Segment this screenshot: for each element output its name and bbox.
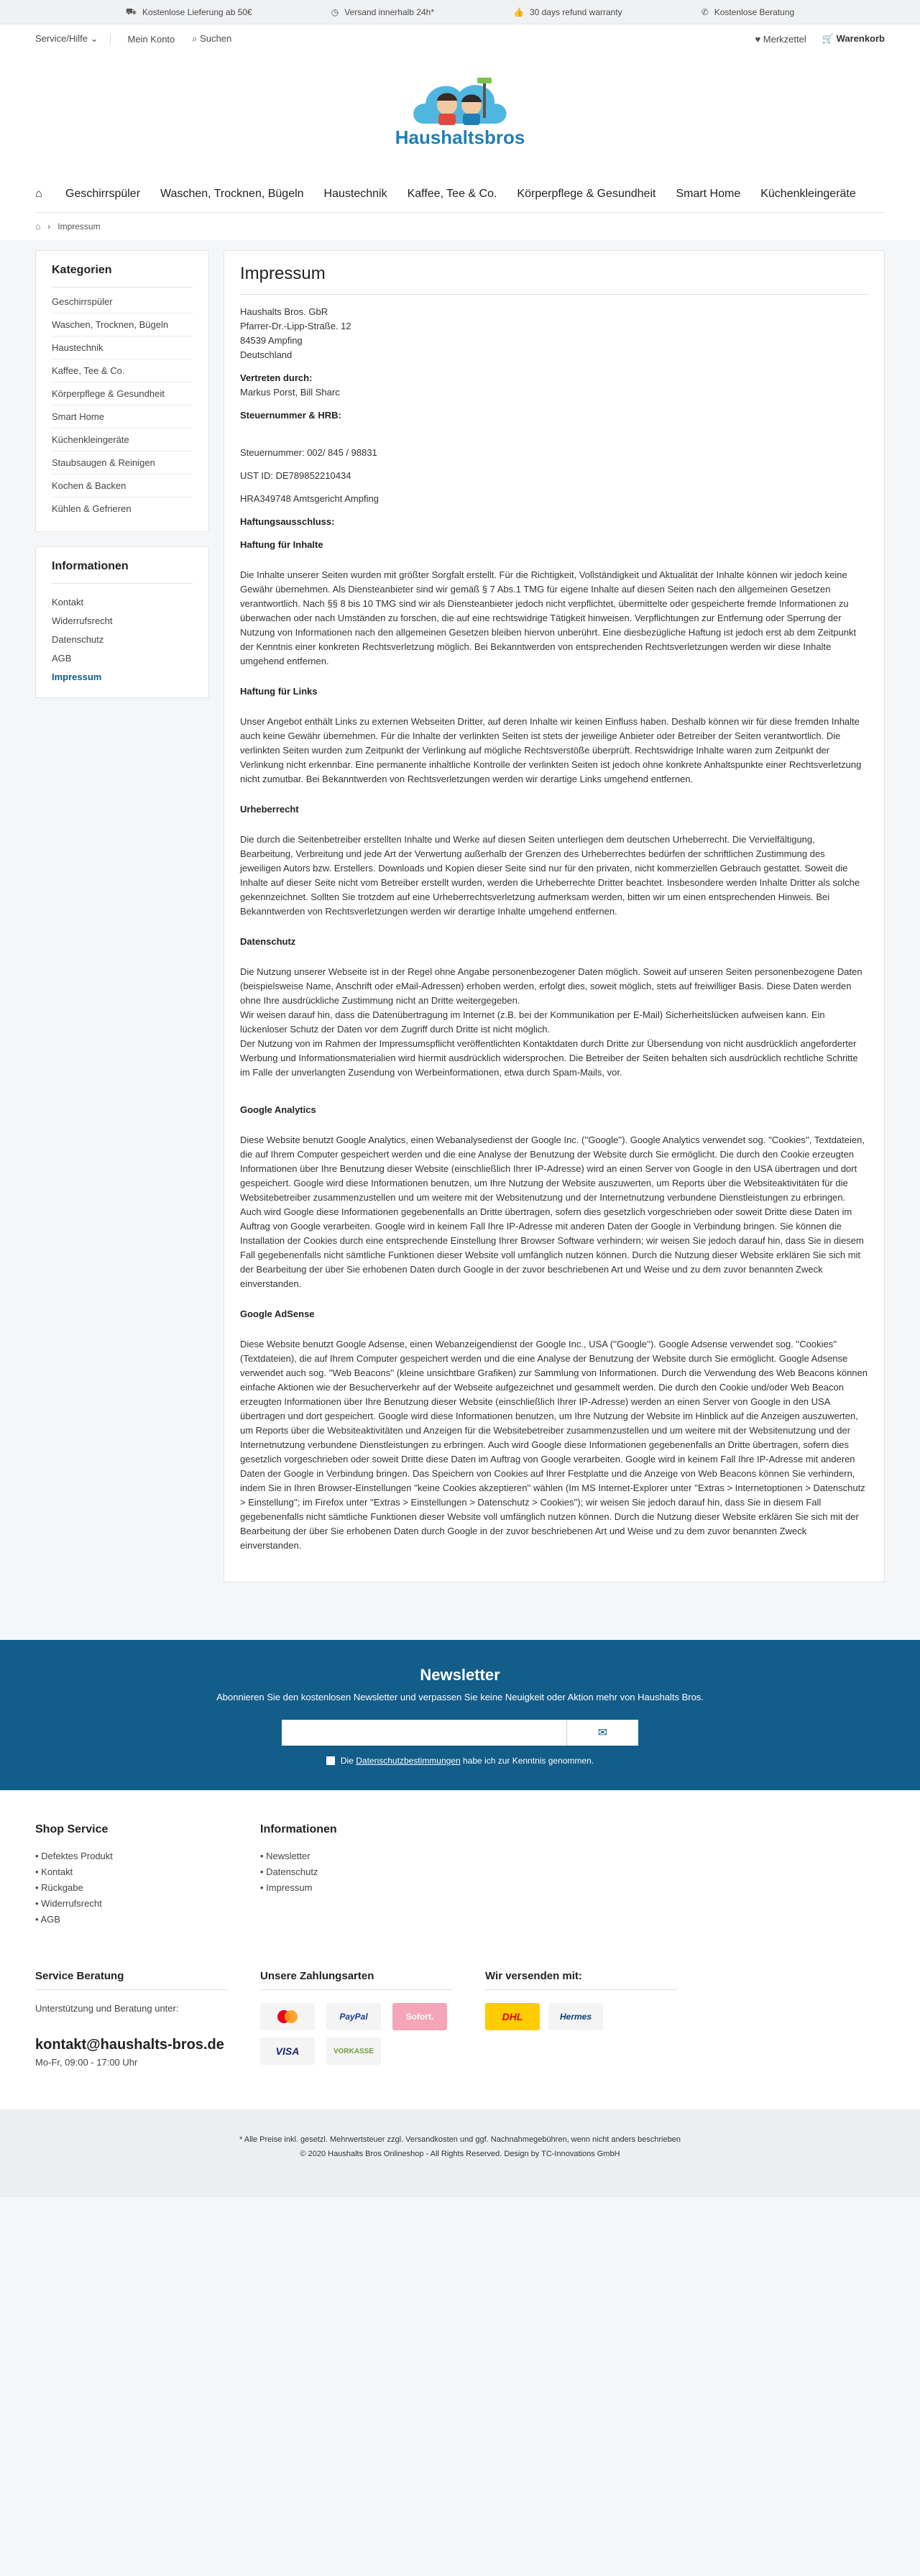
sidebar bbox=[35, 250, 209, 698]
hra: HRA349748 Amtsgericht Ampfing bbox=[240, 493, 379, 504]
category-link[interactable]: Kochen & Backen bbox=[52, 475, 193, 498]
privacy-checkbox[interactable] bbox=[326, 1756, 335, 1765]
footer-link[interactable]: • Rückgabe bbox=[35, 1881, 260, 1897]
info-link[interactable]: AGB bbox=[52, 653, 72, 664]
thumbs-up-icon: 👍 bbox=[512, 6, 524, 17]
category-link[interactable]: Staubsaugen & Reinigen bbox=[52, 452, 193, 475]
visa-logo: VISA bbox=[260, 2038, 315, 2065]
footer-link[interactable]: • Kontakt bbox=[35, 1865, 260, 1881]
footer-heading: Service Beratung bbox=[35, 1970, 228, 1990]
info-box bbox=[35, 546, 209, 698]
info-title: Informationen bbox=[52, 560, 193, 584]
account-link[interactable]: Mein Konto bbox=[127, 33, 175, 45]
usp-item bbox=[513, 7, 622, 17]
truck-icon: ⛟ bbox=[125, 6, 137, 17]
home-icon[interactable]: ⌂ bbox=[35, 187, 42, 200]
nav-item[interactable]: Geschirrspüler bbox=[65, 187, 141, 200]
category-link[interactable]: Kaffee, Tee & Co. bbox=[52, 359, 193, 382]
categories-box bbox=[35, 250, 209, 532]
address-line: Pfarrer-Dr.-Lipp-Straße. 12 bbox=[240, 321, 351, 331]
cart-link[interactable]: 🛒 Warenkorb bbox=[822, 33, 885, 44]
newsletter-subtitle: Abonnieren Sie den kostenlosen Newsletter und verpassen Sie keine Neuigkeit oder Aktion mehr von Haushalts Bros. bbox=[216, 1692, 704, 1702]
vorkasse-logo: VORKASSE bbox=[326, 2038, 381, 2065]
logo-text: Haushaltsbros bbox=[395, 127, 525, 148]
paypal-logo: PayPal bbox=[326, 2003, 381, 2030]
search-button[interactable]: ⌕ Suchen bbox=[192, 33, 232, 44]
section-text: Die durch die Seitenbetreiber erstellten Inhalte und Werke auf diesen Seiten unterliegen dem deutschen Urheberrecht. Die Vervielfältigung, Bearbeitung, Verbreitung und jede Art der Verwertung außerhalb der Grenzen des Urheberrechtes bedürfen der schriftlichen Zustimmung des jeweiligen Autors bzw. Erstellers. Downloads und Kopien dieser Seite sind nur für den privaten, nicht kommerziellen Gebrauch gestattet. Soweit die Inhalte auf dieser Seite nicht vom Betreiber erstellt wurden, werden die Urheberrechte Dritter beachtet. Insbesondere werden Inhalte Dritter als solche gekennzeichnet. Sollten Sie trotzdem auf eine Urheberrechtsverletzung aufmerksam werden, bitten wir um einen entsprechenden Hinweis. Bei Bekanntwerden von Rechtsverletzungen werden wir derartige Inhalte umgehend entfernen. bbox=[240, 834, 860, 917]
main-nav bbox=[35, 175, 885, 213]
cart-icon: 🛒 bbox=[822, 33, 834, 44]
section-text: Die Inhalte unserer Seiten wurden mit größter Sorgfalt erstellt. Für die Richtigkeit, Vollständigkeit und Aktualität der Inhalte können wir jedoch keine Gewähr übernehmen. Als Diensteanbieter sind wir gemäß § 7 Abs.1 TMG für eigene Inhalte auf diesen Seiten nach den allgemeinen Gesetzen verantwortlich. Nach §§ 8 bis 10 TMG sind wir als Diensteanbieter jedoch nicht verpflichtet, übermittelte oder gespeicherte fremde Informationen zu überwachen oder nach Umständen zu forschen, die auf eine rechtswidrige Tätigkeit hinweisen. Verpflichtungen zur Entfernung oder Sperrung der Nutzung von Informationen nach den allgemeinen Gesetzen bleiben hiervon unberührt. Eine diesbezügliche Haftung ist jedoch erst ab dem Zeitpunkt der Kenntnis einer konkreten Rechtsverletzung möglich. Bei Bekanntwerden von entsprechenden Rechtsverletzungen werden wir diese Inhalte umgehend entfernen. bbox=[240, 569, 857, 666]
mastercard-logo bbox=[260, 2003, 315, 2030]
section-heading: Google AdSense bbox=[240, 1308, 315, 1319]
tax-number: Steuernummer: 002/ 845 / 98831 bbox=[240, 447, 377, 458]
newsletter-submit-button[interactable] bbox=[566, 1720, 638, 1746]
breadcrumb-current[interactable]: Impressum bbox=[58, 221, 101, 232]
section-text: Wir weisen darauf hin, dass die Datenübertragung im Internet (z.B. bei der Kommunikation per E-Mail) Sicherheitslücken aufweisen kann. Ein lückenloser Schutz der Daten vor dem Zugriff durch Dritte ist nicht möglich. bbox=[240, 1009, 825, 1035]
service-menu-button[interactable]: Service/Hilfe ⌄ bbox=[35, 33, 111, 45]
section-heading: Haftung für Inhalte bbox=[240, 539, 323, 550]
privacy-check-text: Die Datenschutzbestimmungen habe ich zur Kenntnis genommen. bbox=[340, 1756, 594, 1766]
info-link-active[interactable]: Impressum bbox=[52, 671, 102, 682]
newsletter-email-input[interactable] bbox=[282, 1720, 566, 1746]
nav-item[interactable]: Haustechnik bbox=[323, 187, 387, 200]
search-icon: ⌕ bbox=[192, 33, 198, 44]
footer-link[interactable]: • Impressum bbox=[260, 1881, 485, 1897]
content bbox=[224, 250, 885, 1582]
heart-icon: ♥ bbox=[755, 33, 761, 45]
footer-heading: Informationen bbox=[260, 1823, 337, 1835]
hermes-logo: Hermes bbox=[548, 2003, 603, 2030]
footer-link[interactable]: • Newsletter bbox=[260, 1849, 485, 1865]
usp-item bbox=[702, 7, 794, 17]
nav-item[interactable]: Kaffee, Tee & Co. bbox=[407, 187, 497, 200]
nav-item[interactable]: Körperpflege & Gesundheit bbox=[517, 187, 656, 200]
address-line: Deutschland bbox=[240, 349, 293, 360]
beratung-text: Unterstützung und Beratung unter: bbox=[35, 2003, 179, 2014]
logo[interactable] bbox=[395, 60, 525, 168]
copyright: © 2020 Haushalts Bros Onlineshop - All Rights Reserved. Design by TC-Innovations GmbH bbox=[300, 2150, 620, 2158]
section-heading: Google Analytics bbox=[240, 1104, 316, 1115]
opening-hours: Mo-Fr, 09:00 - 17:00 Uhr bbox=[35, 2057, 138, 2068]
newsletter-title: Newsletter bbox=[420, 1666, 500, 1684]
section-heading: Urheberrecht bbox=[240, 804, 299, 815]
usp-bar bbox=[0, 0, 920, 24]
newsletter bbox=[0, 1640, 920, 1790]
send-icon: ✉ bbox=[597, 1727, 608, 1739]
bottom-bar bbox=[0, 2109, 920, 2197]
nav-item[interactable]: Küchenkleingeräte bbox=[760, 187, 856, 200]
section-text: Diese Website benutzt Google Analytics, einen Webanalysedienst der Google Inc. (''Google''). Google Analytics verwendet sog. ''Cookies'', Textdateien, die auf Ihrem Computer gespeichert werden und die eine Analyse der Benutzung der Website durch Sie ermöglicht. Die durch den Cookie erzeugten Informationen über Ihre Benutzung dieser Website (einschließlich Ihrer IP-Adresse) wird an einen Server von Google in den USA übertragen und dort gespeichert. Google wird diese Informationen benutzen, um Ihre Nutzung der Website auszuwerten, um Reports über die Websiteaktivitäten für die Websitebetreiber zusammenzustellen und um weitere mit der Websitenutzung und der Internetnutzung verbundene Dienstleistungen zu erbringen. Auch wird Google diese Informationen gegebenenfalls an Dritte übertragen, sofern dies gesetzlich vorgeschrieben oder soweit Dritte diese Daten im Auftrag von Google verarbeiten. Google wird in keinem Fall Ihre IP-Adresse mit anderen Daten der Google in Verbindung bringen. Sie können die Installation der Cookies durch eine entsprechende Einstellung Ihrer Browser Software verhindern; wir weisen Sie jedoch darauf hin, dass Sie in diesem Fall gegebenenfalls nicht sämtliche Funktionen dieser Website voll umfänglich nutzen können. Durch die Nutzung dieser Website erklären Sie sich mit der Bearbeitung der über Sie erhobenen Daten durch Google in der zuvor beschriebenen Art und Weise und zu dem zuvor benannten Zweck einverstanden. bbox=[240, 1135, 865, 1289]
breadcrumb bbox=[35, 213, 885, 240]
section-heading: Datenschutz bbox=[240, 936, 296, 947]
footer-heading: Shop Service bbox=[35, 1823, 109, 1835]
represented: Markus Porst, Bill Sharc bbox=[240, 387, 340, 398]
phone-icon: ✆ bbox=[701, 6, 709, 17]
dhl-logo: DHL bbox=[485, 2003, 540, 2030]
clock-icon: ◷ bbox=[331, 6, 339, 17]
page-title: Impressum bbox=[240, 264, 868, 295]
usp-text: Versand innerhalb 24h* bbox=[344, 6, 434, 17]
usp-item bbox=[126, 6, 252, 18]
section-text: Die Nutzung unserer Webseite ist in der Regel ohne Angabe personenbezogener Daten möglich. Soweit auf unseren Seiten personenbezogene Daten (beispielsweise Name, Anschrift oder eMail-Adressen) erhoben werden, erfolgt dies, soweit möglich, stets auf freiwilliger Basis. Diese Daten werden ohne Ihre ausdrückliche Zustimmung nicht an Dritte weitergegeben. bbox=[240, 966, 862, 1006]
home-icon[interactable]: ⌂ bbox=[35, 221, 41, 232]
section-text: Diese Website benutzt Google Adsense, einen Webanzeigendienst der Google Inc., USA (''Google''). Google Adsense verwendet sog. ''Cookies'' (Textdateien), die auf Ihrem Computer gespeichert werden und die eine Analyse der Benutzung der Website durch Sie ermöglicht. Google Adsense verwendet auch sog. ''Web Beacons'' (kleine unsichtbare Grafiken) zur Sammlung von Informationen. Durch die Verwendung des Web Beacons können einfache Aktionen wie der Besucherverkehr auf der Webseite aufgezeichnet und gesammelt werden. Die durch den Cookie und/oder Web Beacon erzeugten Informationen über Ihre Benutzung dieser Website (einschließlich Ihrer IP-Adresse) werden an einen Server von Google in den USA übertragen und dort gespeichert. Google wird diese Informationen benutzen, um Ihre Nutzung der Website im Hinblick auf die Anzeigen auszuwerten, um Reports über die Websiteaktivitäten und Anzeigen für die Websitebetreiber zusammenzustellen und um weitere mit der Websitenutzung und der Internetnutzung verbundene Dienstleistungen zu erbringen. Auch wird Google diese Informationen gegebenenfalls an Dritte übertragen, sofern dies gesetzlich vorgeschrieben oder soweit Dritte diese Daten im Auftrag von Google verarbeiten. Google wird in keinem Fall Ihre IP-Adresse mit anderen Daten der Google in Verbindung bringen. Das Speichern von Cookies auf Ihrer Festplatte und die Anzeige von Web Beacons können Sie verhindern, indem Sie in Ihren Browser-Einstellungen ''keine Cookies akzeptieren'' wählen (Im MS Internet-Explorer unter ''Extras > Internetoptionen > Datenschutz > Einstellung''; im Firefox unter ''Extras > Einstellungen > Datenschutz > Cookies''); wir weisen Sie jedoch darauf hin, dass Sie in diesem Fall gegebenenfalls nicht sämtliche Funktionen dieser Website voll umfänglich nutzen können. Durch die Nutzung dieser Website erklären Sie sich mit der Bearbeitung der über Sie erhobenen Daten durch Google in der zuvor beschriebenen Art und Weise und zu dem zuvor benannten Zweck einverstanden. bbox=[240, 1339, 868, 1551]
category-link[interactable]: Küchenkleingeräte bbox=[52, 428, 193, 452]
sofort-logo: Sofort. bbox=[392, 2003, 447, 2030]
category-link[interactable]: Geschirrspüler bbox=[52, 290, 193, 313]
ust-id: UST ID: DE789852210434 bbox=[240, 470, 351, 481]
represented-label: Vertreten durch: bbox=[240, 372, 313, 383]
chevron-right-icon: › bbox=[47, 221, 51, 232]
usp-text: Kostenlose Beratung bbox=[714, 6, 795, 17]
nav-item[interactable]: Waschen, Trocknen, Bügeln bbox=[160, 187, 304, 200]
info-link[interactable]: Kontakt bbox=[52, 597, 84, 608]
category-link[interactable]: Kühlen & Gefrieren bbox=[52, 503, 132, 514]
info-link[interactable]: Datenschutz bbox=[52, 634, 104, 645]
disclaimer-label: Haftungsausschluss: bbox=[240, 516, 335, 527]
privacy-link[interactable]: Datenschutzbestimmungen bbox=[356, 1756, 461, 1766]
footer-link[interactable]: • Defektes Produkt bbox=[35, 1849, 260, 1865]
category-link[interactable]: Smart Home bbox=[52, 405, 193, 428]
chevron-down-icon: ⌄ bbox=[90, 33, 98, 44]
footer-link[interactable]: • Datenschutz bbox=[260, 1865, 485, 1881]
categories-title: Kategorien bbox=[52, 264, 193, 288]
usp-text: 30 days refund warranty bbox=[529, 6, 622, 17]
address-line: Haushalts Bros. GbR bbox=[240, 306, 328, 317]
footer-heading: Wir versenden mit: bbox=[485, 1970, 678, 1990]
info-link[interactable]: Widerrufsrecht bbox=[52, 615, 113, 626]
section-text: Der Nutzung von im Rahmen der Impressumspflicht veröffentlichten Kontaktdaten durch Dritte zur Übersendung von nicht ausdrücklich angeforderter Werbung und Informationsmaterialien wird hiermit ausdrücklich widersprochen. Die Betreiber der Seiten behalten sich ausdrücklich rechtliche Schritte im Falle der unverlangten Zusendung von Werbeinformationen, etwa durch Spam-Mails, vor. bbox=[240, 1038, 858, 1078]
price-note: * Alle Preise inkl. gesetzl. Mehrwertsteuer zzgl. Versandkosten und ggf. Nachnahmegebühren, wenn nicht anders beschrieben bbox=[239, 2135, 681, 2144]
section-text: Unser Angebot enthält Links zu externen Webseiten Dritter, auf deren Inhalte wir keinen Einfluss haben. Deshalb können wir für diese fremden Inhalte auch keine Gewähr übernehmen. Für die Inhalte der verlinkten Seiten ist stets der jeweilige Anbieter oder Betreiber der Seiten verantwortlich. Die verlinkten Seiten wurden zum Zeitpunkt der Verlinkung auf mögliche Rechtsverstöße überprüft. Rechtswidrige Inhalte waren zum Zeitpunkt der Verlinkung nicht erkennbar. Eine permanente inhaltliche Kontrolle der verlinkten Seiten ist jedoch ohne konkrete Anhaltspunkte einer Rechtsverletzung nicht zumutbar. Bei Bekanntwerden von Rechtsverletzungen werden wir derartige Links umgehend entfernen. bbox=[240, 716, 862, 784]
wishlist-link[interactable]: ♥ Merkzettel bbox=[755, 33, 806, 45]
usp-text: Kostenlose Lieferung ab 50€ bbox=[142, 6, 252, 17]
meta-nav bbox=[35, 24, 885, 53]
email-link[interactable]: kontakt@haushalts-bros.de bbox=[35, 2037, 224, 2053]
category-link[interactable]: Waschen, Trocknen, Bügeln bbox=[52, 313, 193, 336]
section-heading: Haftung für Links bbox=[240, 686, 318, 697]
nav-item[interactable]: Smart Home bbox=[676, 187, 741, 200]
category-link[interactable]: Haustechnik bbox=[52, 336, 193, 359]
footer-heading: Unsere Zahlungsarten bbox=[260, 1970, 453, 1990]
footer-link[interactable]: • Widerrufsrecht bbox=[35, 1897, 260, 1912]
category-link[interactable]: Körperpflege & Gesundheit bbox=[52, 382, 193, 405]
footer-link[interactable]: • AGB bbox=[35, 1912, 260, 1928]
tax-label: Steuernummer & HRB: bbox=[240, 410, 341, 421]
address-line: 84539 Ampfing bbox=[240, 335, 303, 346]
footer bbox=[0, 1790, 920, 2109]
usp-item bbox=[331, 7, 434, 17]
header bbox=[0, 24, 920, 240]
